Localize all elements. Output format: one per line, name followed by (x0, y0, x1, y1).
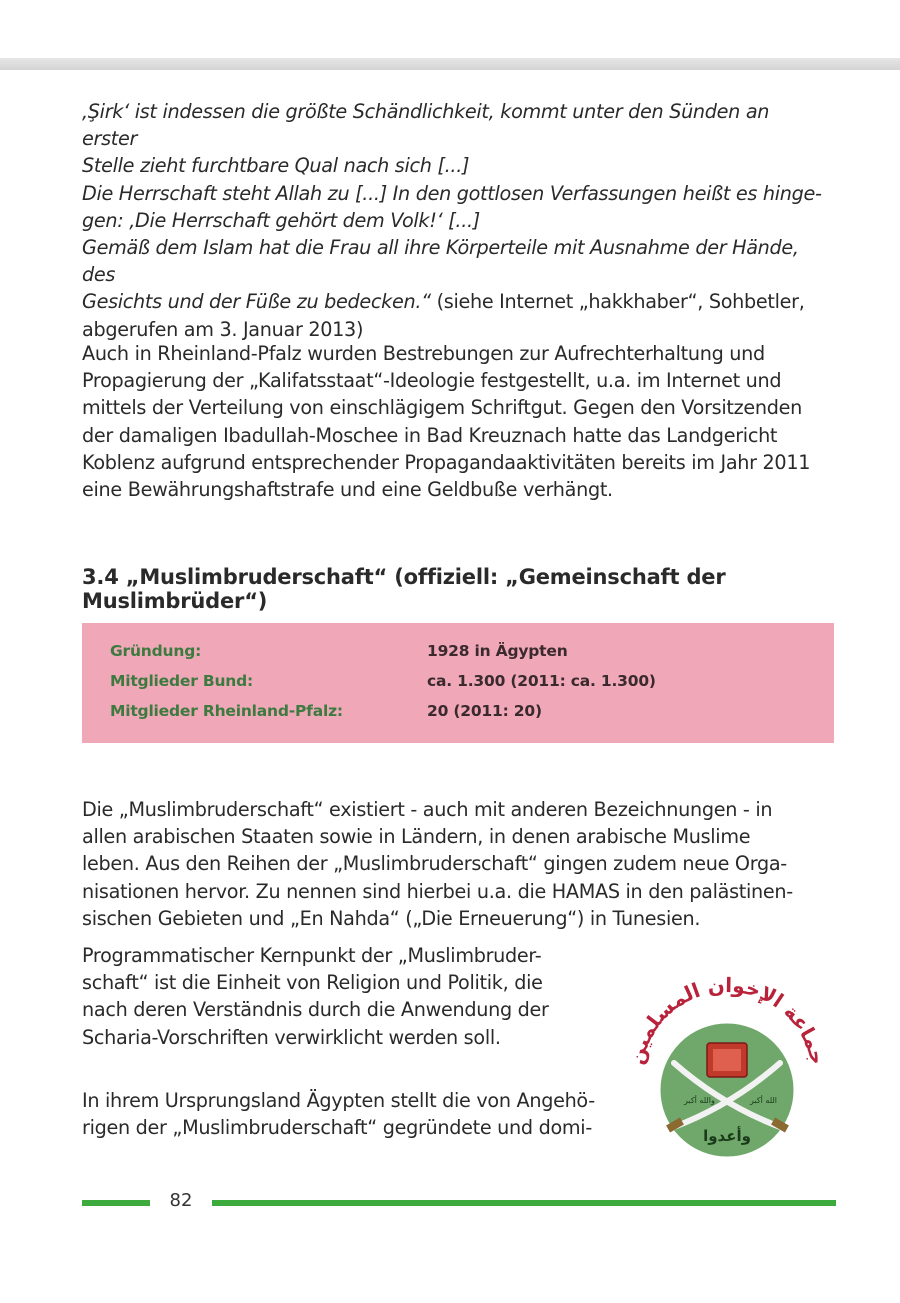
text-line: In ihrem Ursprungsland Ägypten stellt die von Angehö- (82, 1089, 595, 1112)
info-value: 20 (2011: 20) (427, 702, 542, 720)
text-line: sischen Gebieten und „En Nahda“ („Die Erneuerung“) in Tunesien. (82, 906, 701, 930)
quote-line: abgerufen am 3. Januar 2013) (82, 317, 364, 341)
text-line: schaft“ ist die Einheit von Religion und Politik, die (82, 971, 543, 995)
emblem-arabic-right: الله أكبر (750, 1096, 777, 1105)
info-label: Gründung: (110, 642, 202, 660)
info-row-gruendung (82, 639, 834, 663)
text-line: nach deren Verständnis durch die Anwendung der (82, 998, 549, 1022)
top-border-bar (0, 58, 900, 70)
paragraph-aegypten (82, 1087, 602, 1141)
text-line: Scharia-Vorschriften verwirklicht werden soll. (82, 1025, 501, 1049)
emblem-arabic-top: جماعة الإخوان المسلمين (623, 972, 831, 1067)
text-line: der damaligen Ibadullah-Moschee in Bad Kreuznach hatte das Landgericht (82, 423, 778, 447)
page-number: 82 (169, 1190, 193, 1211)
quote-source: (siehe Internet „hakkhaber“, Sohbetler, (430, 290, 805, 314)
section-heading: 3.4 „Muslimbruderschaft“ (offiziell: „Gemeinschaft der Muslimbrüder“) (82, 565, 726, 613)
info-label: Mitglieder Bund: (110, 672, 254, 690)
quote-line: Stelle zieht furchtbare Qual nach sich [...] (82, 154, 470, 178)
footer-line-right (212, 1200, 836, 1206)
text-line: allen arabischen Staaten sowie in Ländern, in denen arabische Muslime (82, 825, 751, 849)
quote-line: ‚Şirk‘ ist indessen die größte Schändlichkeit, kommt unter den Sünden an erster (82, 100, 770, 151)
text-line: nisationen hervor. Zu nennen sind hierbei u.a. die HAMAS in den palästinen- (82, 879, 793, 903)
quote-line: Die Herrschaft steht Allah zu [...] In den gottlosen Verfassungen heißt es hinge- (82, 181, 822, 205)
text-line: leben. Aus den Reihen der „Muslimbruderschaft“ gingen zudem neue Orga- (82, 852, 787, 876)
info-label: Mitglieder Rheinland-Pfalz: (110, 702, 343, 720)
quote-line: gen: ‚Die Herrschaft gehört dem Volk!‘ [...] (82, 208, 480, 232)
info-value: ca. 1.300 (2011: ca. 1.300) (427, 672, 656, 690)
quote-line: Gemäß dem Islam hat die Frau all ihre Körperteile mit Ausnahme der Hände, des (82, 236, 799, 287)
text-line: Auch in Rheinland-Pfalz wurden Bestrebungen zur Aufrechterhaltung und (82, 342, 765, 365)
text-line: Koblenz aufgrund entsprechender Propagandaaktivitäten bereits im Jahr 2011 (82, 450, 811, 474)
paragraph-rheinland-pfalz (82, 340, 822, 503)
paragraph-existence (82, 796, 822, 932)
info-row-mitglieder-bund (82, 669, 834, 693)
emblem-arabic-bottom: وأعدوا (703, 1127, 751, 1145)
info-value: 1928 in Ägypten (427, 642, 568, 660)
muslim-brotherhood-emblem (612, 955, 842, 1165)
text-line: eine Bewährungshaftstrafe und eine Geldbuße verhängt. (82, 478, 613, 502)
quote-block (82, 98, 822, 343)
text-line: Programmatischer Kernpunkt der „Muslimbruder- (82, 944, 542, 967)
quote-line: Gesichts und der Füße zu bedecken.“ (siehe Internet „hakkhaber“, Sohbetler, (82, 290, 805, 314)
paragraph-programm (82, 942, 562, 1051)
text-line: Propagierung der „Kalifatsstaat“-Ideologie festgestellt, u.a. im Internet und (82, 369, 782, 393)
info-row-mitglieder-rlp (82, 699, 834, 723)
footer-line-left (82, 1200, 150, 1206)
info-box (82, 623, 834, 743)
emblem-arabic-left: والله أكبر (684, 1096, 715, 1105)
book-cover (713, 1049, 741, 1071)
text-line: mittels der Verteilung von einschlägigem Schriftgut. Gegen den Vorsitzenden (82, 396, 802, 420)
text-line: rigen der „Muslimbruderschaft“ gegründete und domi- (82, 1116, 592, 1140)
text-line: Die „Muslimbruderschaft“ existiert - auch mit anderen Bezeichnungen - in (82, 798, 773, 821)
